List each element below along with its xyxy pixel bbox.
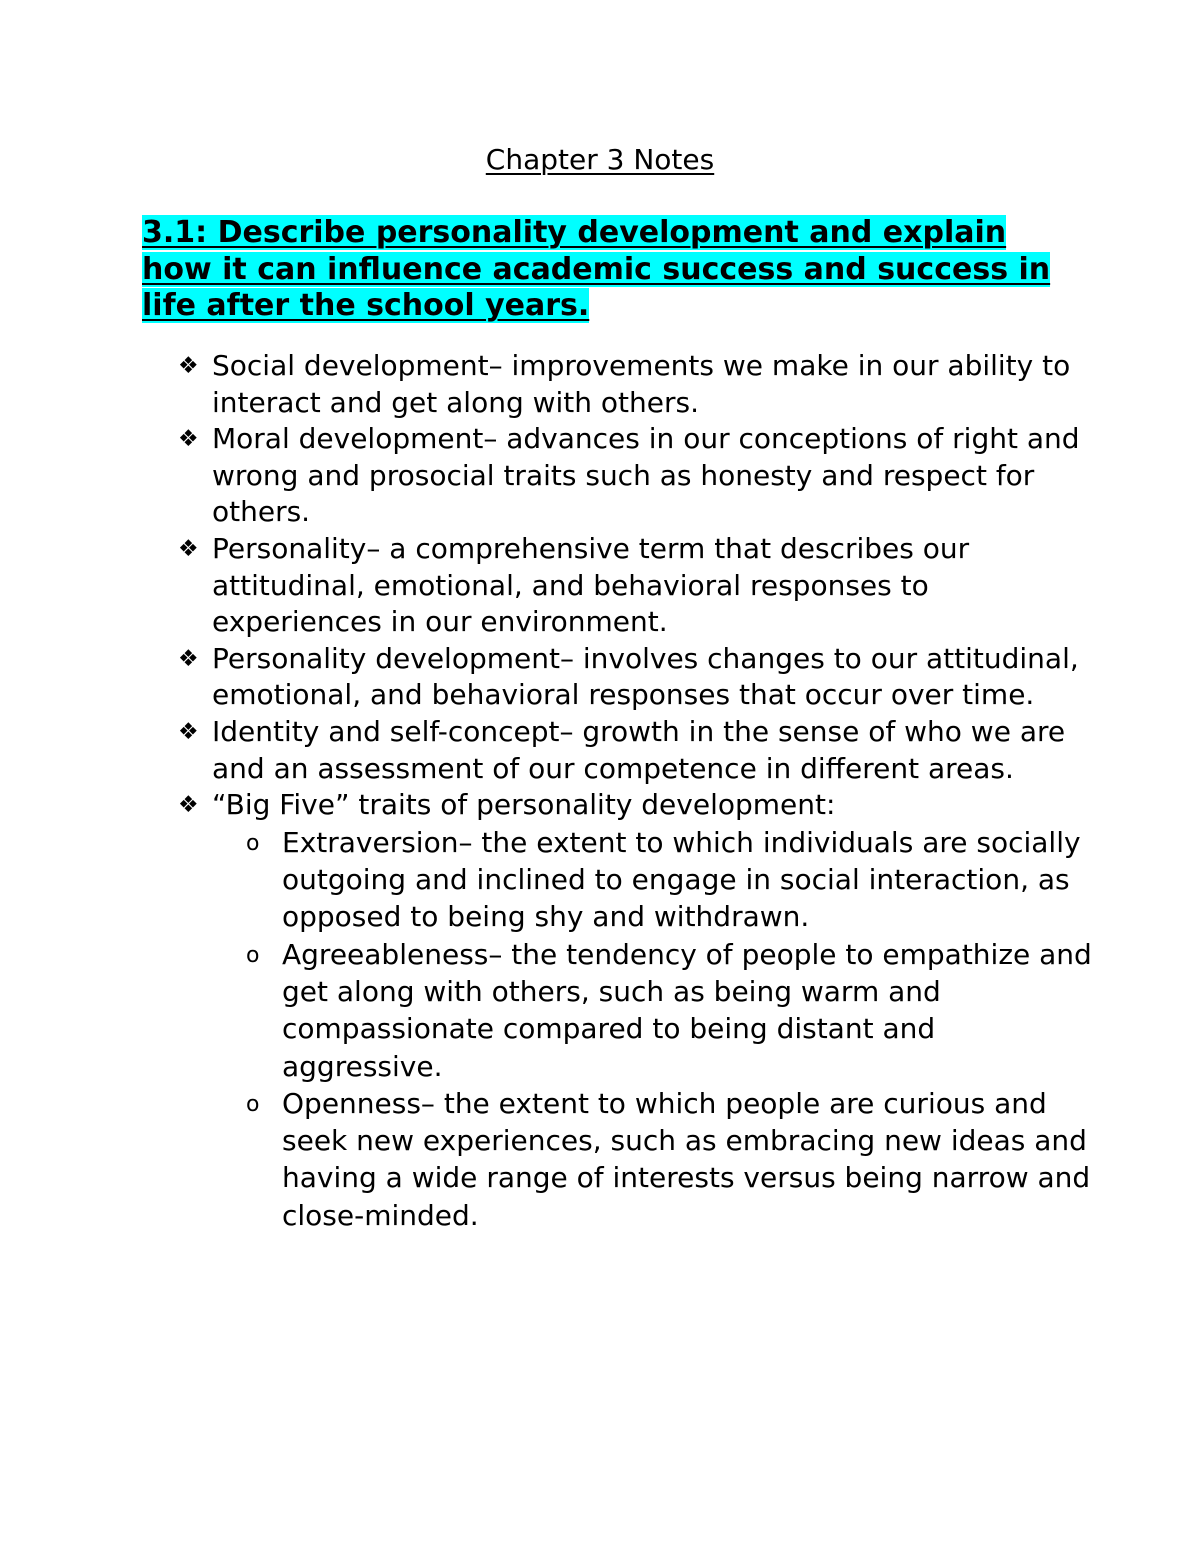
sub-list-item-text: Extraversion– the extent to which individuals are socially outgoing and inclined to engage in social interaction, as opposed to being shy and withdrawn. bbox=[282, 825, 1081, 934]
list-item-text: Personality development– involves changes to our attitudinal, emotional, and behavioral responses that occur over time. bbox=[212, 641, 1079, 712]
circle-bullet-icon: o bbox=[246, 1091, 260, 1117]
circle-bullet-icon: o bbox=[246, 942, 260, 968]
list-item bbox=[0, 348, 1200, 421]
sub-list-item-text: Agreeableness– the tendency of people to empathize and get along with others, such as being warm and compassionate compared to being distant and aggressive. bbox=[282, 937, 1092, 1083]
list-item bbox=[0, 641, 1200, 714]
diamond-bullet-icon: ❖ bbox=[178, 426, 199, 453]
list-item-big-five bbox=[0, 787, 1200, 1234]
page-title bbox=[0, 142, 1200, 178]
sub-list-item-extraversion bbox=[246, 824, 1100, 936]
list-item-text: Moral development– advances in our conceptions of right and wrong and prosocial traits such as honesty and respect for others. bbox=[212, 422, 1080, 529]
list-item bbox=[0, 714, 1200, 787]
list-item-text: Personality– a comprehensive term that describes our attitudinal, emotional, and behavioral responses to experiences in our environment. bbox=[212, 531, 970, 639]
sub-list-item-openness bbox=[246, 1085, 1100, 1234]
list-item-text: Identity and self-concept– growth in the sense of who we are and an assessment of our competence in different areas. bbox=[212, 714, 1066, 785]
list-item bbox=[0, 421, 1200, 531]
page-title-text: Chapter 3 Notes bbox=[485, 143, 715, 176]
learning-objective-heading bbox=[142, 215, 1062, 325]
list-item-text: Social development– improvements we make in our ability to interact and get along with others. bbox=[212, 349, 1071, 419]
learning-objective-text: 3.1: Describe personality development and explain how it can influence academic success and success in life after the school years. bbox=[142, 215, 1051, 323]
big-five-sublist bbox=[212, 824, 1100, 1234]
diamond-bullet-icon: ❖ bbox=[178, 535, 199, 562]
diamond-bullet-icon: ❖ bbox=[178, 718, 199, 745]
sub-list-item-text: Openness– the extent to which people are curious and seek new experiences, such as embracing new ideas and having a wide range of interests versus being narrow and close-minded. bbox=[282, 1086, 1091, 1232]
diamond-bullet-icon: ❖ bbox=[178, 353, 199, 379]
sub-list-item-agreeableness bbox=[246, 936, 1100, 1085]
notes-list bbox=[0, 348, 1200, 1234]
list-item-text: “Big Five” traits of personality development: bbox=[212, 788, 836, 822]
diamond-bullet-icon: ❖ bbox=[178, 645, 199, 672]
list-item bbox=[0, 531, 1200, 641]
diamond-bullet-icon: ❖ bbox=[178, 792, 199, 819]
circle-bullet-icon: o bbox=[246, 830, 260, 856]
